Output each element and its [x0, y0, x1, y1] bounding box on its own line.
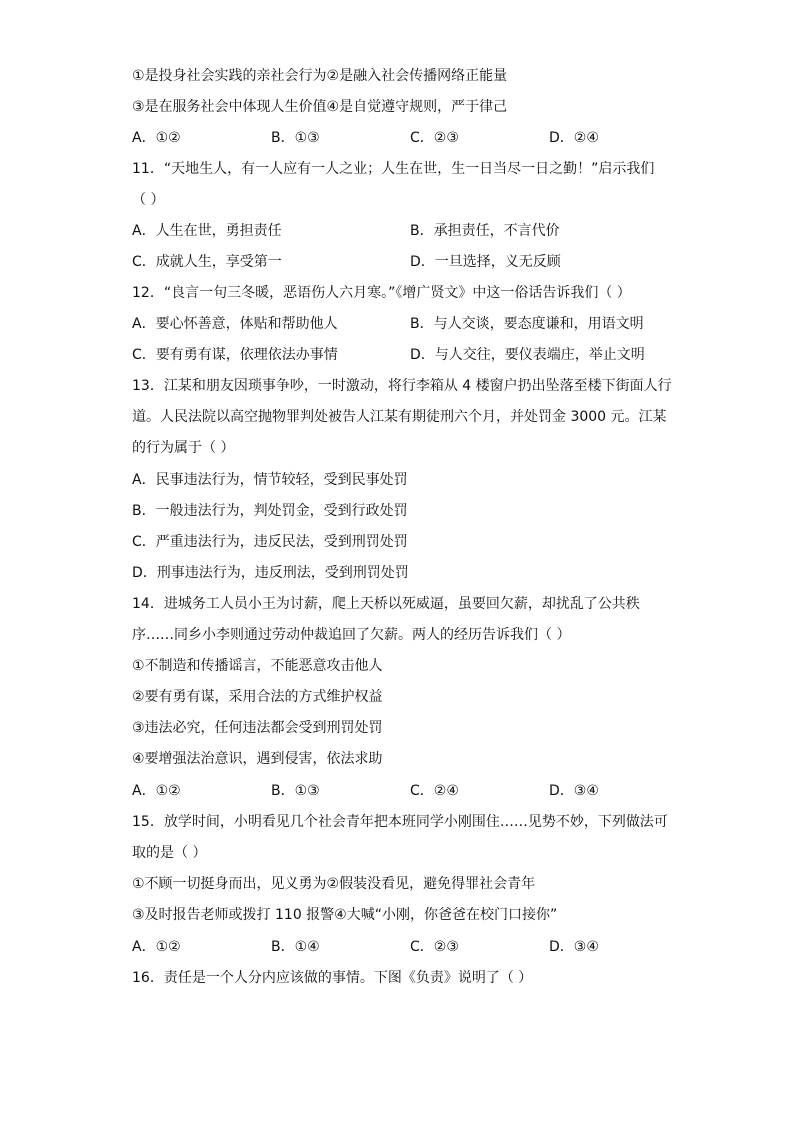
q15-statement-2: ③及时报告老师或拨打 110 报警④大喊“小刚，你爸爸在校门口接你”	[132, 907, 558, 923]
q11-option-b[interactable]: B．承担责任，不言代价	[410, 223, 560, 239]
q15-stem-line-1: 15．放学时间，小明看见几个社会青年把本班同学小刚围住……见势不妙，下列做法可	[132, 814, 668, 830]
q10-option-a[interactable]: A．①②	[132, 130, 181, 146]
q13-option-b[interactable]: B．一般违法行为，判处罚金，受到行政处罚	[132, 503, 408, 519]
q15-option-d[interactable]: D．③④	[549, 939, 599, 955]
q10-option-c[interactable]: C．②③	[410, 130, 459, 146]
q15-stem-line-2: 取的是（ ）	[132, 845, 207, 861]
q12-option-b[interactable]: B．与人交谈，要态度谦和，用语文明	[410, 316, 644, 332]
q14-option-c[interactable]: C．②④	[410, 783, 459, 799]
q15-option-c[interactable]: C．②③	[410, 939, 459, 955]
q14-statement-4: ④要增强法治意识，遇到侵害，依法求助	[132, 751, 383, 767]
q13-stem-line-1: 13．江某和朋友因琐事争吵，一时激动，将行李箱从 4 楼窗户扔出坠落至楼下街面人行	[132, 378, 672, 394]
q12-option-c[interactable]: C．要有勇有谋，依理依法办事情	[132, 347, 338, 363]
q11-stem-line-2: （ ）	[132, 192, 165, 208]
q13-option-d[interactable]: D．刑事违法行为，违反刑法，受到刑罚处罚	[132, 565, 409, 581]
q16-stem: 16．责任是一个人分内应该做的事情。下图《负责》说明了（ ）	[132, 970, 533, 986]
q14-option-b[interactable]: B．①③	[271, 783, 320, 799]
q13-stem-line-3: 的行为属于（ ）	[132, 440, 235, 456]
q14-statement-1: ①不制造和传播谣言，不能恶意攻击他人	[132, 658, 383, 674]
q11-option-a[interactable]: A．人生在世，勇担责任	[132, 223, 282, 239]
q13-option-a[interactable]: A．民事违法行为，情节较轻，受到民事处罚	[132, 472, 408, 488]
q10-statement-1: ①是投身社会实践的亲社会行为②是融入社会传播网络正能量	[132, 68, 508, 84]
q14-option-d[interactable]: D．③④	[549, 783, 599, 799]
q12-option-d[interactable]: D．与人交往，要仪表端庄，举止文明	[410, 347, 645, 363]
q14-statement-3: ③违法必究，任何违法都会受到刑罚处罚	[132, 720, 383, 736]
q14-option-a[interactable]: A．①②	[132, 783, 181, 799]
q13-option-c[interactable]: C．严重违法行为，违反民法，受到刑罚处罚	[132, 534, 408, 550]
q12-option-a[interactable]: A．要心怀善意，体贴和帮助他人	[132, 316, 338, 332]
q15-statement-1: ①不顾一切挺身而出，见义勇为②假装没看见，避免得罪社会青年	[132, 876, 536, 892]
q11-option-d[interactable]: D．一旦选择，义无反顾	[410, 254, 561, 270]
q11-option-c[interactable]: C．成就人生，享受第一	[132, 254, 282, 270]
q11-stem-line-1: 11．“天地生人，有一人应有一人之业；人生在世，生一日当尽一日之勤！”启示我们	[132, 161, 655, 177]
q14-stem-line-1: 14．进城务工人员小王为讨薪，爬上天桥以死威逼，虽要回欠薪，却扰乱了公共秩	[132, 596, 640, 612]
q15-option-b[interactable]: B．①④	[271, 939, 320, 955]
q10-statement-2: ③是在服务社会中体现人生价值④是自觉遵守规则，严于律己	[132, 99, 508, 115]
q14-stem-line-2: 序……同乡小李则通过劳动仲裁追回了欠薪。两人的经历告诉我们（ ）	[132, 627, 571, 643]
q10-option-d[interactable]: D．②④	[549, 130, 599, 146]
q14-statement-2: ②要有勇有谋，采用合法的方式维护权益	[132, 689, 383, 705]
q15-option-a[interactable]: A．①②	[132, 939, 181, 955]
q13-stem-line-2: 道。人民法院以高空抛物罪判处被告人江某有期徒刑六个月，并处罚金 3000 元。江某	[132, 409, 667, 425]
q10-option-b[interactable]: B．①③	[271, 130, 320, 146]
q12-stem: 12．“良言一句三冬暖，恶语伤人六月寒。”《增广贤文》中这一俗话告诉我们（ ）	[132, 285, 631, 301]
